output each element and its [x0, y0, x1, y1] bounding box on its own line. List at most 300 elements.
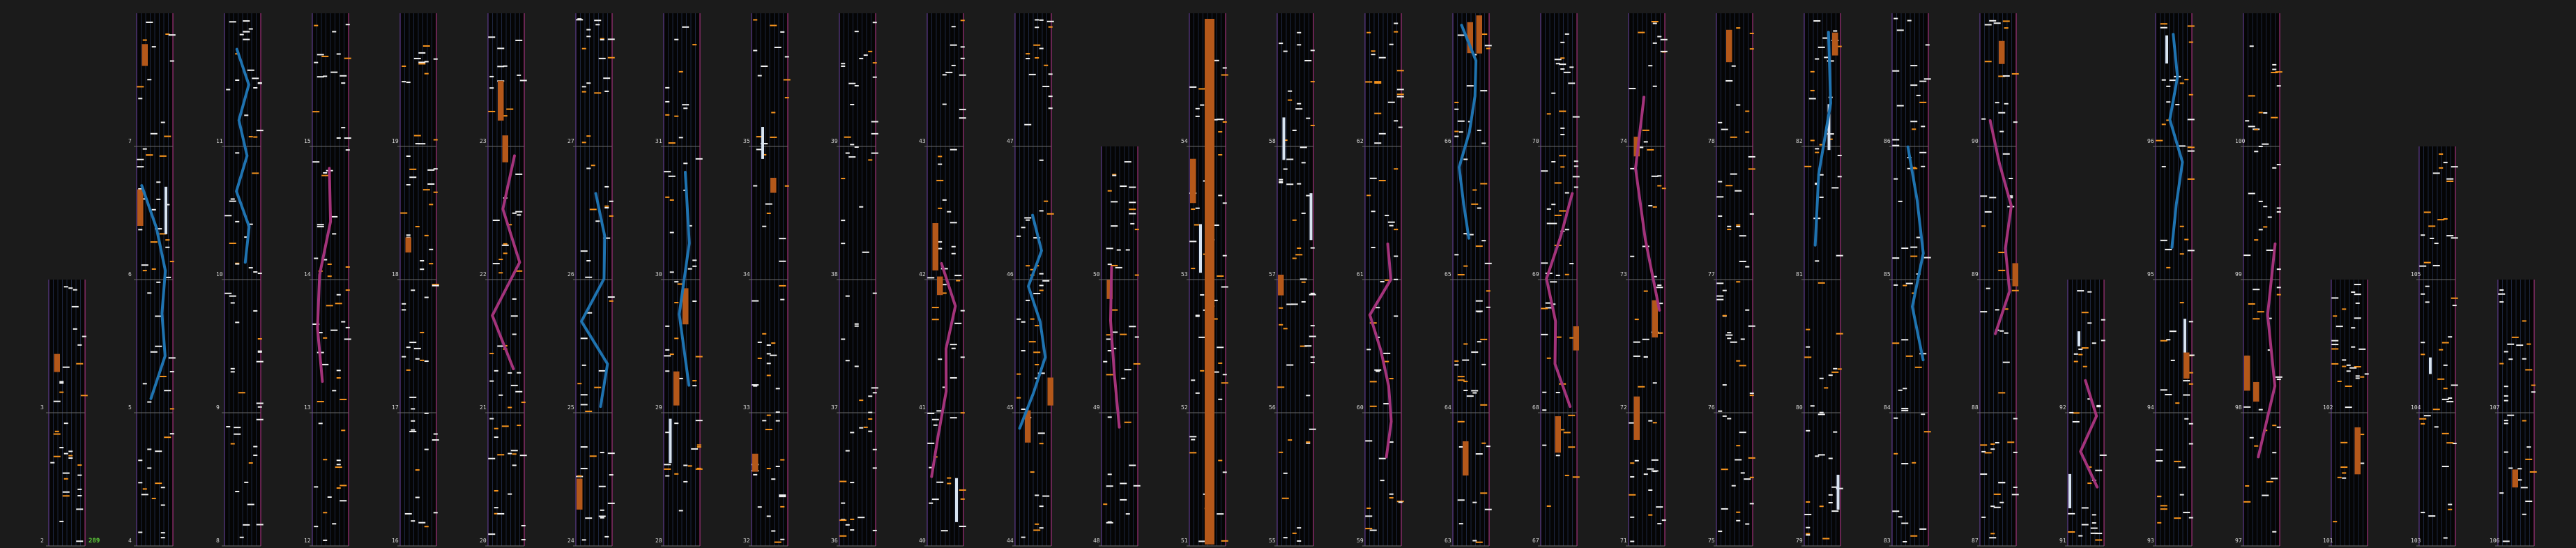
measure-number: 51 — [1181, 538, 1188, 544]
tap-note — [952, 253, 956, 254]
tap-note — [1039, 505, 1044, 507]
tap-note — [1042, 496, 1049, 497]
tap-note — [521, 525, 526, 526]
tap-note — [494, 436, 498, 438]
ex-note — [1374, 82, 1381, 84]
ex-note — [323, 512, 327, 513]
ex-note — [137, 86, 144, 87]
tap-note — [1750, 503, 1754, 504]
ex-note — [1135, 275, 1139, 276]
tap-note — [2092, 514, 2096, 515]
tap-note — [72, 306, 79, 307]
tap-note — [1647, 469, 1654, 470]
tap-note — [1016, 236, 1021, 237]
tap-note — [1112, 175, 1116, 176]
ex-note — [146, 154, 153, 155]
ex-note — [2342, 472, 2346, 473]
tap-note — [1820, 412, 1824, 413]
hold-note-white — [2078, 331, 2080, 346]
tap-note — [2095, 470, 2102, 471]
tap-note — [76, 508, 83, 510]
ex-note — [502, 425, 509, 427]
tap-note — [692, 300, 696, 302]
ex-note — [81, 395, 88, 396]
tap-note — [753, 50, 757, 51]
tap-note — [2504, 423, 2508, 424]
tap-note — [498, 395, 503, 396]
ex-note — [335, 303, 342, 304]
measure-number: 29 — [655, 404, 662, 411]
measure-number: 37 — [831, 404, 838, 411]
ex-note — [664, 469, 671, 470]
ex-note — [839, 481, 846, 482]
tap-note — [231, 198, 235, 199]
measure-number: 31 — [655, 138, 662, 144]
ex-note — [1985, 452, 1992, 453]
tap-note — [2189, 321, 2193, 322]
ex-note — [1282, 498, 1289, 499]
tap-note — [1639, 146, 1643, 148]
tap-note — [1721, 129, 1728, 130]
tap-note — [1541, 262, 1548, 264]
measure-number: 34 — [743, 271, 750, 277]
ex-note — [1560, 166, 1564, 167]
hold-note-orange — [770, 178, 777, 193]
measure-number: 13 — [304, 404, 311, 411]
tap-note — [679, 137, 683, 138]
tap-note — [161, 537, 165, 538]
ex-note — [2004, 27, 2009, 29]
measure-number: 56 — [1269, 404, 1276, 411]
tap-note — [682, 104, 689, 105]
tap-note — [1471, 351, 1478, 353]
measure-number: 26 — [567, 271, 574, 277]
tap-note — [1662, 519, 1666, 521]
ex-note — [1745, 111, 1749, 112]
tap-note — [959, 117, 966, 119]
tap-note — [1657, 523, 1661, 524]
ex-note — [1458, 379, 1465, 381]
tap-note — [170, 433, 174, 434]
tap-note — [1463, 390, 1468, 391]
tap-note — [2074, 353, 2078, 355]
tap-note — [2522, 358, 2527, 360]
measure-number: 98 — [2235, 404, 2242, 411]
tap-note — [1279, 179, 1283, 181]
ex-note — [1471, 204, 1478, 205]
measure-number: 81 — [1796, 271, 1803, 277]
tap-note — [235, 152, 239, 153]
tap-note — [494, 370, 498, 372]
ex-note — [494, 490, 498, 492]
tap-note — [1476, 300, 1483, 302]
ex-note — [1198, 88, 1205, 89]
tap-note — [1397, 89, 1404, 90]
tap-note — [1560, 128, 1564, 129]
tap-note — [1910, 121, 1917, 122]
measure-number: 52 — [1181, 404, 1188, 411]
tap-note — [841, 66, 845, 67]
tap-note — [599, 370, 606, 372]
tap-note — [1906, 283, 1913, 284]
ex-note — [1394, 229, 1398, 230]
tap-note — [936, 482, 943, 483]
ex-note — [2156, 140, 2163, 142]
tap-note — [1820, 378, 1824, 379]
ex-note — [1990, 533, 1995, 534]
ex-note — [1033, 45, 1040, 46]
ex-note — [1288, 100, 1292, 101]
tap-note — [1836, 255, 1843, 257]
ex-note — [2074, 360, 2078, 362]
tap-note — [337, 294, 341, 296]
tap-note — [2428, 515, 2435, 517]
tap-note — [2525, 501, 2532, 502]
tap-note — [1657, 36, 1661, 37]
tap-note — [762, 226, 766, 227]
tap-note — [1306, 118, 1310, 119]
tap-note — [753, 386, 757, 387]
tap-note — [1723, 416, 1727, 417]
tap-note — [229, 201, 236, 202]
ex-note — [252, 172, 259, 174]
tap-note — [2077, 290, 2084, 291]
ex-note — [143, 40, 147, 41]
ex-note — [594, 387, 601, 388]
tap-note — [257, 402, 264, 404]
ex-note — [326, 305, 333, 306]
ex-note — [2157, 496, 2161, 497]
tap-note — [409, 431, 416, 432]
ex-note — [609, 215, 613, 217]
tap-note — [317, 226, 324, 227]
tap-note — [1648, 489, 1652, 491]
tap-note — [1115, 267, 1122, 268]
measure-number: 101 — [2323, 538, 2333, 544]
tap-note — [761, 66, 768, 67]
ex-note — [2180, 253, 2184, 254]
tap-note — [1388, 222, 1395, 223]
hold-note-orange — [577, 478, 583, 509]
ex-note — [1374, 113, 1381, 114]
tap-note — [1644, 141, 1648, 142]
ex-note — [785, 97, 789, 98]
tap-note — [161, 532, 165, 533]
tap-note — [1833, 368, 1837, 370]
tap-note — [1217, 513, 1224, 515]
end-combo-count: 289 — [89, 538, 100, 545]
tap-note — [1919, 528, 1926, 530]
tap-note — [82, 336, 86, 337]
tap-note — [1994, 22, 2001, 24]
tap-note — [776, 466, 780, 467]
tap-note — [767, 515, 771, 517]
measure-number: 53 — [1181, 271, 1188, 277]
ex-note — [1565, 274, 1569, 275]
ex-note — [1279, 324, 1283, 326]
tap-note — [2162, 166, 2166, 167]
tap-note — [489, 418, 494, 420]
tap-note — [1551, 161, 1555, 162]
tap-note — [2272, 452, 2276, 453]
tap-note — [1486, 307, 1491, 308]
tap-note — [1476, 453, 1483, 455]
ex-note — [1049, 26, 1053, 28]
ex-note — [2527, 344, 2531, 345]
tap-note — [2254, 151, 2258, 152]
tap-note — [1907, 20, 1912, 22]
ex-note — [1454, 360, 1458, 362]
tap-note — [1375, 370, 1380, 372]
tap-note — [943, 199, 947, 201]
hold-note-white — [1199, 224, 1202, 273]
ex-note — [1998, 252, 2005, 253]
tap-note — [235, 221, 239, 222]
tap-note — [1223, 67, 1227, 68]
ex-note — [2012, 290, 2019, 291]
tap-note — [1302, 213, 1306, 214]
ex-note — [1480, 183, 1487, 184]
tap-note — [164, 390, 171, 391]
tap-note — [59, 447, 63, 448]
tap-note — [1806, 534, 1810, 535]
tap-note — [1189, 241, 1196, 242]
hold-note-white — [1310, 193, 1313, 240]
ex-note — [2421, 353, 2425, 355]
hold-note-white — [669, 419, 672, 464]
tap-note — [665, 349, 669, 351]
tap-note — [2451, 384, 2458, 386]
ex-note — [859, 399, 863, 401]
ex-note — [152, 268, 156, 270]
ex-note — [1366, 195, 1371, 196]
tap-note — [1644, 356, 1648, 358]
tap-note — [346, 149, 350, 151]
ex-note — [582, 91, 586, 93]
ex-note — [1486, 48, 1491, 50]
tap-note — [1630, 168, 1634, 169]
tap-note — [489, 87, 494, 89]
tap-note — [2499, 492, 2503, 494]
tap-note — [1454, 254, 1458, 255]
tap-note — [1718, 122, 1722, 123]
tap-note — [841, 339, 845, 340]
tap-note — [2170, 330, 2177, 332]
ex-note — [2012, 73, 2019, 75]
ex-note — [497, 454, 504, 455]
tap-note — [73, 328, 77, 330]
tap-note — [2442, 466, 2449, 467]
tap-note — [1389, 225, 1394, 227]
tap-note — [418, 143, 425, 144]
tap-note — [508, 453, 512, 455]
ex-note — [1029, 341, 1036, 342]
tap-note — [1379, 57, 1386, 59]
tap-note — [1648, 420, 1652, 422]
ex-note — [1736, 224, 1740, 226]
tap-note — [1394, 315, 1398, 317]
ex-note — [2095, 540, 2102, 541]
ex-note — [2180, 226, 2184, 227]
tap-note — [1039, 527, 1044, 528]
ex-note — [2439, 167, 2443, 169]
tap-note — [841, 243, 845, 244]
tap-note — [1126, 513, 1130, 515]
ex-note — [1559, 155, 1566, 156]
ex-note — [2266, 481, 2273, 482]
measure-number: 87 — [1972, 538, 1979, 544]
tap-note — [1297, 44, 1301, 45]
tap-note — [753, 474, 757, 475]
tap-note — [873, 467, 877, 469]
tap-note — [1990, 448, 1995, 450]
tap-note — [1394, 120, 1398, 121]
tap-note — [2166, 86, 2170, 87]
tap-note — [155, 346, 162, 347]
ex-note — [839, 535, 846, 537]
ex-note — [785, 185, 789, 187]
ex-note — [2180, 302, 2184, 303]
ex-note — [2271, 117, 2278, 119]
ex-note — [582, 142, 586, 143]
tap-note — [2243, 406, 2250, 408]
tap-note — [2503, 540, 2510, 542]
tap-note — [151, 133, 158, 135]
measure-number: 55 — [1269, 538, 1276, 544]
tap-note — [674, 281, 678, 282]
tap-note — [161, 504, 165, 505]
tap-note — [2504, 400, 2508, 402]
tap-note — [409, 342, 416, 343]
tap-note — [258, 351, 262, 353]
tap-note — [938, 248, 942, 250]
tap-note — [2419, 266, 2426, 267]
tap-note — [581, 446, 588, 448]
ex-note — [961, 498, 965, 500]
tap-note — [314, 486, 318, 487]
ex-note — [508, 406, 512, 408]
ex-note — [1653, 206, 1657, 208]
tap-note — [1394, 23, 1398, 24]
tap-note — [586, 36, 590, 37]
ex-note — [1472, 190, 1477, 191]
tap-note — [2448, 336, 2452, 337]
tap-note — [247, 504, 254, 505]
tap-note — [1311, 50, 1315, 51]
ex-note — [771, 112, 775, 113]
tap-note — [1106, 485, 1113, 487]
ex-note — [1293, 220, 1297, 221]
tap-note — [317, 224, 324, 225]
measure-number: 39 — [831, 138, 838, 144]
tap-note — [235, 79, 239, 81]
tap-note — [515, 40, 522, 41]
tap-note — [1643, 339, 1649, 340]
tap-note — [497, 66, 504, 67]
tap-note — [409, 397, 416, 398]
measure-number: 27 — [567, 138, 574, 144]
tap-note — [1560, 42, 1564, 43]
tap-note — [2277, 427, 2281, 428]
tap-note — [1198, 540, 1205, 542]
tap-note — [1569, 66, 1573, 68]
tap-note — [595, 220, 600, 222]
ex-note — [423, 189, 430, 190]
tap-note — [406, 234, 411, 236]
ex-note — [609, 300, 613, 302]
ex-note — [155, 482, 162, 484]
tap-note — [2078, 349, 2082, 350]
tap-note — [873, 293, 877, 294]
tap-note — [1459, 523, 1463, 524]
tap-note — [253, 310, 257, 312]
tap-note — [2188, 119, 2195, 120]
tap-note — [927, 277, 934, 278]
tap-note — [2162, 79, 2166, 81]
measure-number: 104 — [2411, 404, 2421, 411]
ex-note — [2444, 388, 2448, 389]
tap-note — [1980, 311, 1987, 312]
tap-note — [604, 207, 609, 208]
tap-note — [1398, 501, 1403, 503]
tap-note — [142, 494, 148, 495]
tap-note — [1574, 165, 1578, 167]
ex-note — [753, 19, 757, 20]
tap-note — [2434, 426, 2439, 427]
measure-number: 85 — [1884, 271, 1891, 277]
tap-note — [753, 185, 757, 187]
ex-note — [1379, 180, 1386, 181]
tap-note — [1217, 347, 1224, 348]
ex-note — [1044, 201, 1048, 202]
tap-note — [2448, 504, 2452, 505]
tap-note — [2446, 178, 2453, 180]
ex-note — [1218, 363, 1222, 364]
tap-note — [604, 536, 609, 538]
tap-note — [432, 439, 439, 441]
ex-note — [337, 487, 341, 489]
tap-note — [1379, 458, 1386, 459]
tap-note — [664, 171, 671, 172]
tap-note — [2517, 468, 2522, 469]
ex-note — [68, 455, 73, 457]
ex-note — [317, 401, 324, 402]
measure-number: 96 — [2147, 138, 2154, 144]
ex-note — [665, 197, 669, 198]
tap-note — [418, 52, 425, 54]
tap-note — [873, 530, 877, 531]
measure-number: 59 — [1357, 538, 1364, 544]
ex-note — [503, 252, 508, 254]
ex-note — [1277, 386, 1284, 388]
ex-note — [943, 292, 947, 294]
tap-note — [2336, 326, 2343, 327]
measure-number: 80 — [1796, 404, 1803, 411]
tap-note — [1108, 416, 1112, 418]
tap-note — [674, 39, 678, 40]
tap-note — [959, 109, 966, 110]
tap-note — [344, 338, 351, 340]
ex-note — [494, 428, 498, 429]
tap-note — [1042, 86, 1049, 87]
tap-note — [497, 513, 504, 515]
tap-note — [1829, 374, 1833, 376]
hold-note-orange — [1477, 15, 1483, 54]
tap-note — [1106, 522, 1113, 524]
tap-note — [1897, 105, 1904, 107]
tap-note — [609, 474, 613, 475]
ex-note — [77, 464, 82, 466]
